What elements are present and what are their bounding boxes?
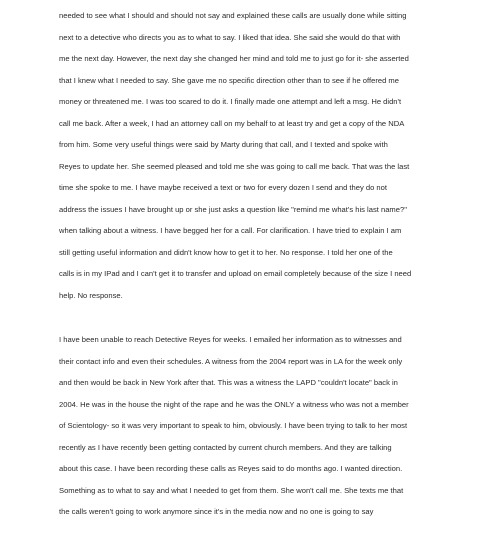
text-line: next to a detective who directs you as to what to say. I liked that idea. She said she would do that with (59, 33, 401, 42)
text-line: help. No response. (59, 291, 123, 300)
text-line: I have been unable to reach Detective Reyes for weeks. I emailed her information as to witnesses and (59, 335, 402, 344)
text-line: Reyes to update her. She seemed pleased and told me she was going to call me back. That was the last (59, 162, 410, 171)
text-line: still getting useful information and didn't know how to get it to her. No response. I told her one of the (59, 248, 393, 257)
text-line: calls is in my IPad and I can't get it to transfer and upload on email completely because of the size I need (59, 269, 412, 278)
text-line: the calls weren't going to work anymore since it's in the media now and no one is going to say (59, 507, 374, 516)
text-line: call me back. After a week, I had an attorney call on my behalf to at least try and get a copy of the NDA (59, 119, 405, 128)
text-line: me the next day. However, the next day she changed her mind and told me to just go for it- she asserted (59, 54, 409, 63)
text-line: time she spoke to me. I have maybe received a text or two for every dozen I send and they do not (59, 183, 387, 192)
text-line: needed to see what I should and should not say and explained these calls are usually done while sitting (59, 11, 407, 20)
text-line: recently as I have recently been getting contacted by current church members. And they are talking (59, 443, 392, 452)
text-line: address the issues I have brought up or she just asks a question like "remind me what's his last name?" (59, 205, 407, 214)
text-line: money or threatened me. I was too scared to do it. I finally made one attempt and left a msg. He didn't (59, 97, 402, 106)
text-line: of Scientology- so it was very important to speak to him, obviously. I have been trying to talk to her most (59, 421, 408, 430)
text-line: that I knew what I needed to say. She gave me no specific direction other than to see if he offered me (59, 76, 399, 85)
text-line: Something as to what to say and what I needed to get from them. She won't call me. She texts me that (59, 486, 404, 495)
text-line: their contact info and even their schedules. A witness from the 2004 report was in LA for the week only (59, 357, 403, 366)
text-line: when talking about a witness. I have begged her for a call. For clarification. I have tried to explain I am (59, 226, 402, 235)
text-line: from him. Some very useful things were said by Marty during that call, and I texted and spoke with (59, 140, 388, 149)
text-line: and then would be back in New York after that. This was a witness the LAPD "couldn't locate" back in (59, 378, 398, 387)
text-line: about this case. I have been recording these calls as Reyes said to do months ago. I wanted direction. (59, 464, 403, 473)
text-line: 2004. He was in the house the night of the rape and he was the ONLY a witness who was not a member (59, 400, 409, 409)
